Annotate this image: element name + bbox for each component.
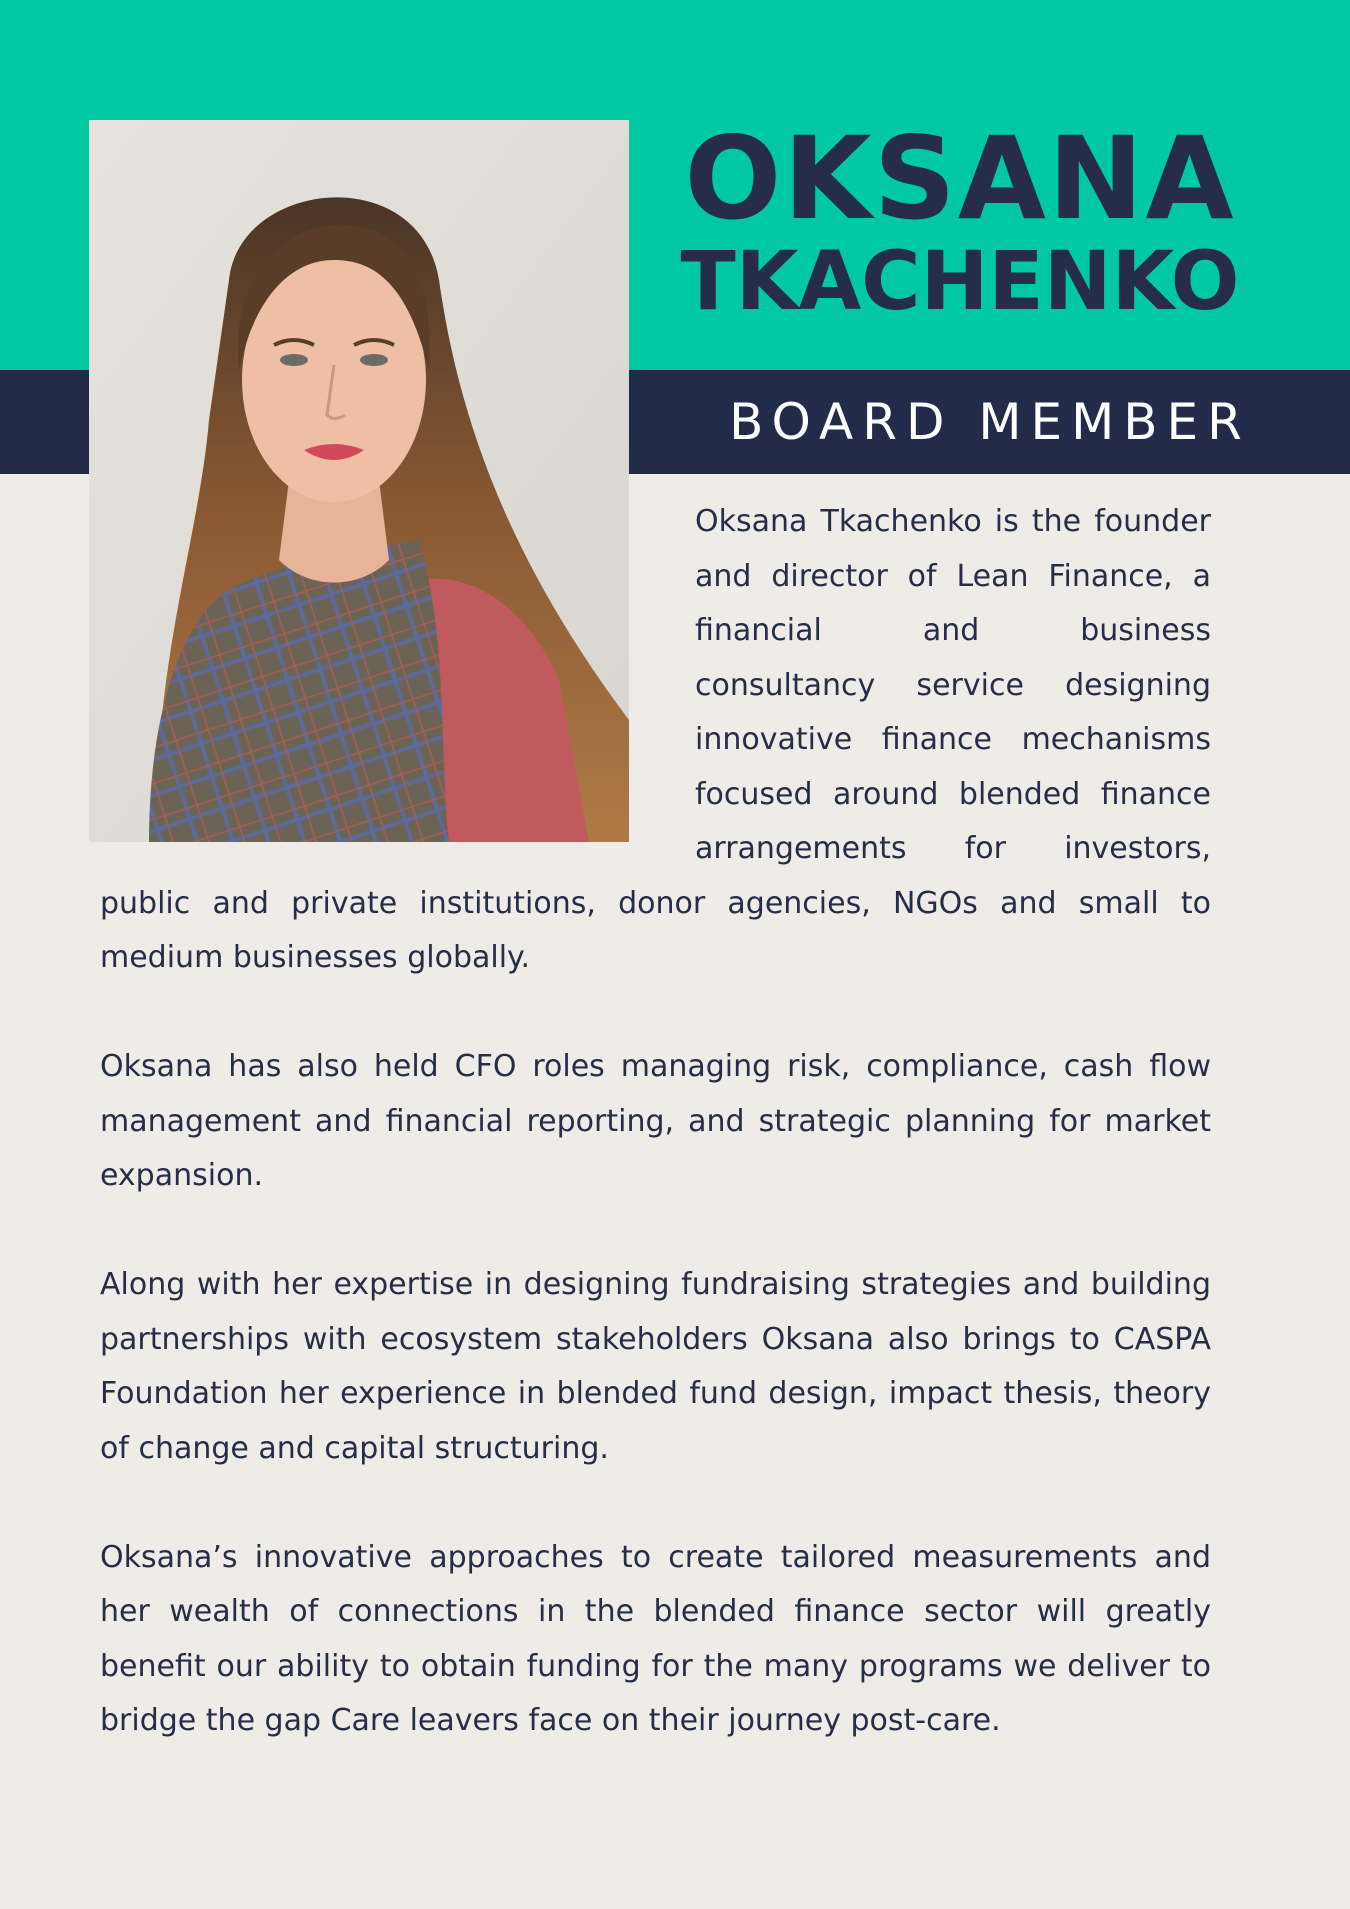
last-name: TKACHENKO bbox=[680, 235, 1240, 329]
person-name bbox=[680, 112, 1240, 329]
biography bbox=[100, 495, 1211, 1749]
bio-paragraph: Oksana Tkachenko is the founder and director of Lean Finance, a financial and business consultancy service designing innovative finance mechanisms focused around blended finance arrangements for investors, public and private institutions, donor agencies, NGOs and small to medium businesses globally. bbox=[100, 504, 1211, 975]
bio-paragraph: Along with her expertise in designing fundraising strategies and building partnerships with ecosystem stakeholders Oksana also brings to CASPA Foundation her experience in blended fund design, impact thesis, theory of change and capital structuring. bbox=[100, 1267, 1211, 1466]
bio-paragraph: Oksana’s innovative approaches to create tailored measurements and her wealth of connections in the blended finance sector will greatly benefit our ability to obtain funding for the many programs we deliver to bridge the gap Care leavers face on their journey post-care. bbox=[100, 1539, 1211, 1738]
first-name: OKSANA bbox=[684, 112, 1236, 245]
role-title: BOARD MEMBER bbox=[729, 393, 1251, 451]
photo-float-spacer bbox=[100, 495, 695, 873]
bio-paragraph: Oksana has also held CFO roles managing risk, compliance, cash flow management and financial reporting, and strategic planning for market expansion. bbox=[100, 1049, 1211, 1193]
